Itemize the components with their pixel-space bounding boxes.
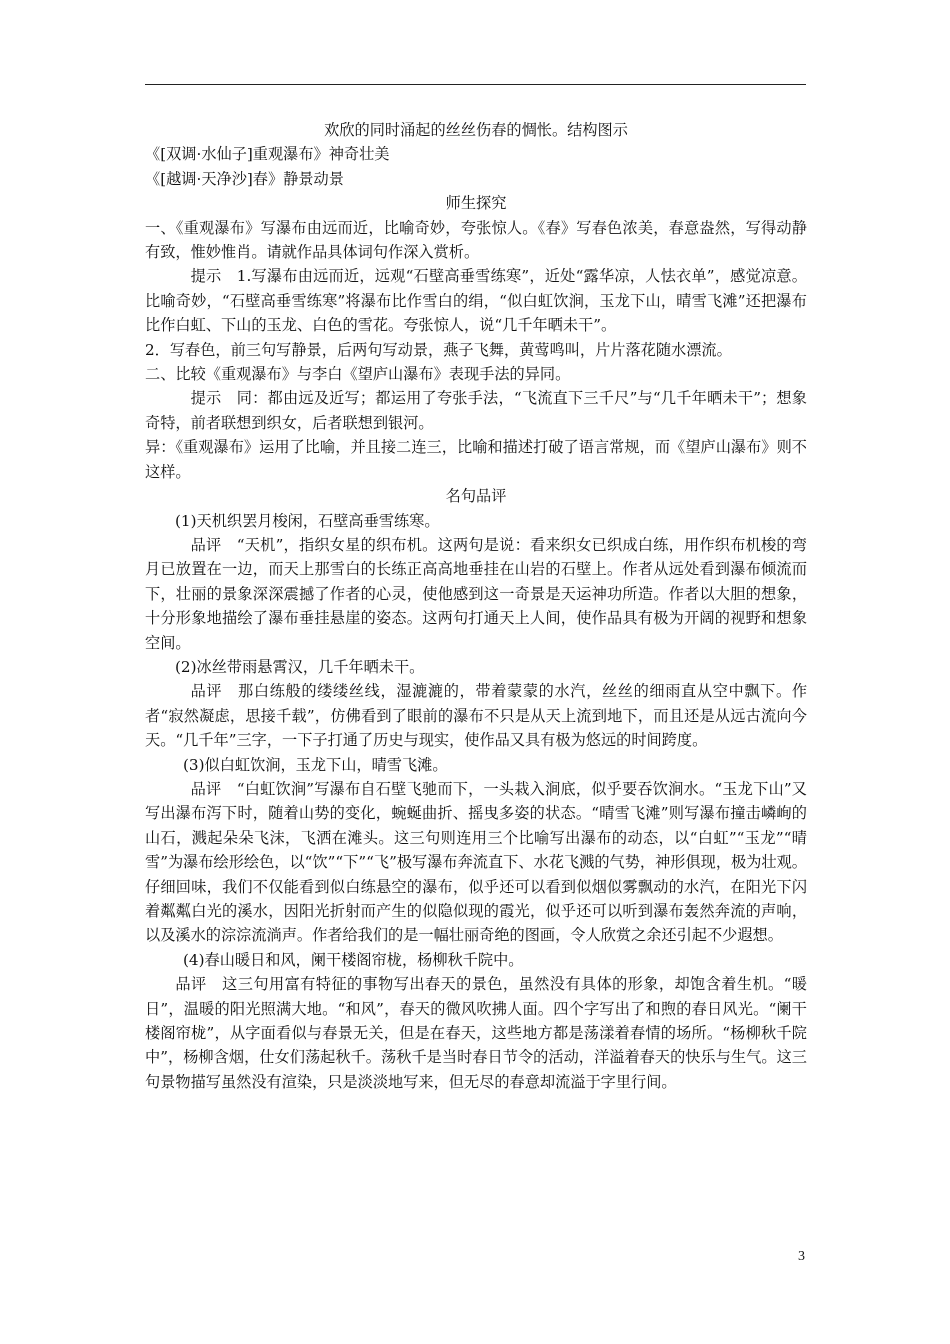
- commentary-1: 品评 “天机”，指织女星的织布机。这两句是说：看来织女已织成白练，用作织布机梭的弯月已放置在一边，而天上那雪白的长练正高高地垂挂在山岩的石壁上。作者从远处看到瀑布倾流而下，壮丽的景象深深震撼了作者的心灵，使他感到这一奇景是天运神功所造。作者以大胆的想象，十分形象地描绘了瀑布垂挂悬崖的姿态。这两句打通天上人间，使作品具有极为开阔的视野和想象空间。: [145, 535, 807, 652]
- section-title-famous-lines: 名句品评: [445, 487, 507, 506]
- commentary-3: 品评 “白虹饮涧”写瀑布自石壁飞驰而下，一头栽入涧底，似乎要吞饮涧水。“玉龙下山”又写出瀑布泻下时，随着山势的变化，蜿蜒曲折、摇曳多姿的状态。“晴雪飞滩”则写瀑布撞击嶙峋的山石，溅起朵朵飞沫，飞洒在滩头。这三句则连用三个比喻写出瀑布的动态，以“白虹”“玉龙”“晴雪”为瀑布绘形绘色，以“饮”“下”“飞”极写瀑布奔流直下、水花飞溅的气势，神形俱现，极为壮观。仔细回味，我们不仅能看到似白练悬空的瀑布，似乎还可以看到似烟似雾飘动的水汽，在阳光下闪着粼粼白光的溪水，因阳光折射而产生的似隐似现的霞光，似乎还可以听到瀑布轰然奔流的声响，以及溪水的淙淙流淌声。作者给我们的是一幅壮丽奇绝的图画，令人欣赏之余还引起不少遐想。: [145, 779, 807, 945]
- commentary-2: 品评 那白练般的缕缕丝线，湿漉漉的，带着蒙蒙的水汽，丝丝的细雨直从空中飘下。作者“寂然凝虑，思接千载”，仿佛看到了眼前的瀑布不只是从天上流到地下，而且还是从远古流向今天。“几千年”三字，一下子打通了历史与现实，使作品又具有极为悠远的时间跨度。: [145, 682, 807, 750]
- page-number: 3: [798, 1249, 805, 1264]
- answer-2: 提示 同：都由远及近写；都运用了夸张手法，“飞流直下三千尺”与“几千年晒未干”；想象奇特，前者联想到织女，后者联想到银河。: [145, 389, 807, 432]
- answer-2-part-2: 异：《重观瀑布》运用了比喻，并且接二连三，比喻和描述打破了语言常规，而《望庐山瀑布》则不这样。: [145, 438, 807, 481]
- famous-line-2: (2)冰丝带雨悬霄汉，几千年晒未干。: [175, 657, 425, 676]
- famous-line-3: (3)似白虹饮涧，玉龙下山，晴雪飞滩。: [183, 755, 448, 774]
- commentary-4: 品评 这三句用富有特征的事物写出春天的景色，虽然没有具体的形象，却饱含着生机。“暖日”，温暖的阳光照满大地。“和风”，春天的微风吹拂人面。四个字写出了和煦的春日风光。“阑干楼阁帘栊”，从字面看似与春景无关，但是在春天，这些地方都是荡漾着春情的场所。“杨柳秋千院中”，杨柳含烟，仕女们荡起秋千。荡秋千是当时春日节令的活动，洋溢着春天的快乐与生气。这三句景物描写虽然没有渲染，只是淡淡地写来，但无尽的春意却流溢于字里行间。: [145, 975, 807, 1091]
- section-title-explore: 师生探究: [445, 194, 507, 213]
- intro-end-line: 欢欣的同时涌起的丝丝伤春的惆怅。结构图示: [324, 121, 628, 139]
- document-body: [145, 118, 807, 1094]
- question-1: 一、《重观瀑布》写瀑布由远而近，比喻奇妙，夸张惊人。《春》写春色浓美，春意盎然，写得动静有致，惟妙惟肖。请就作品具体词句作深入赏析。: [145, 218, 807, 262]
- famous-line-1: (1)天机织罢月梭闲，石壁高垂雪练寒。: [175, 511, 440, 530]
- structure-line-1: 《[双调·水仙子]重观瀑布》神奇壮美: [145, 145, 390, 164]
- answer-1: 提示 1.写瀑布由远而近，远观“石壁高垂雪练寒”，近处“露华凉，人怯衣单”，感觉凉意。比喻奇妙，“石壁高垂雪练寒”将瀑布比作雪白的绢，“似白虹饮涧，玉龙下山，晴雪飞滩”还把瀑布比作白虹、下山的玉龙、白色的雪花。夸张惊人，说“几千年晒未干”。: [145, 267, 807, 335]
- structure-line-2: 《[越调·天净沙]春》静景动景: [145, 169, 344, 188]
- question-2: 二、比较《重观瀑布》与李白《望庐山瀑布》表现手法的异同。: [145, 365, 571, 384]
- header-rule: [145, 84, 806, 85]
- answer-1-part-2: 2．写春色，前三句写静景，后两句写动景，燕子飞舞，黄莺鸣叫，片片落花随水漂流。: [145, 340, 732, 359]
- famous-line-4: (4)春山暖日和风，阑干楼阁帘栊，杨柳秋千院中。: [183, 950, 524, 969]
